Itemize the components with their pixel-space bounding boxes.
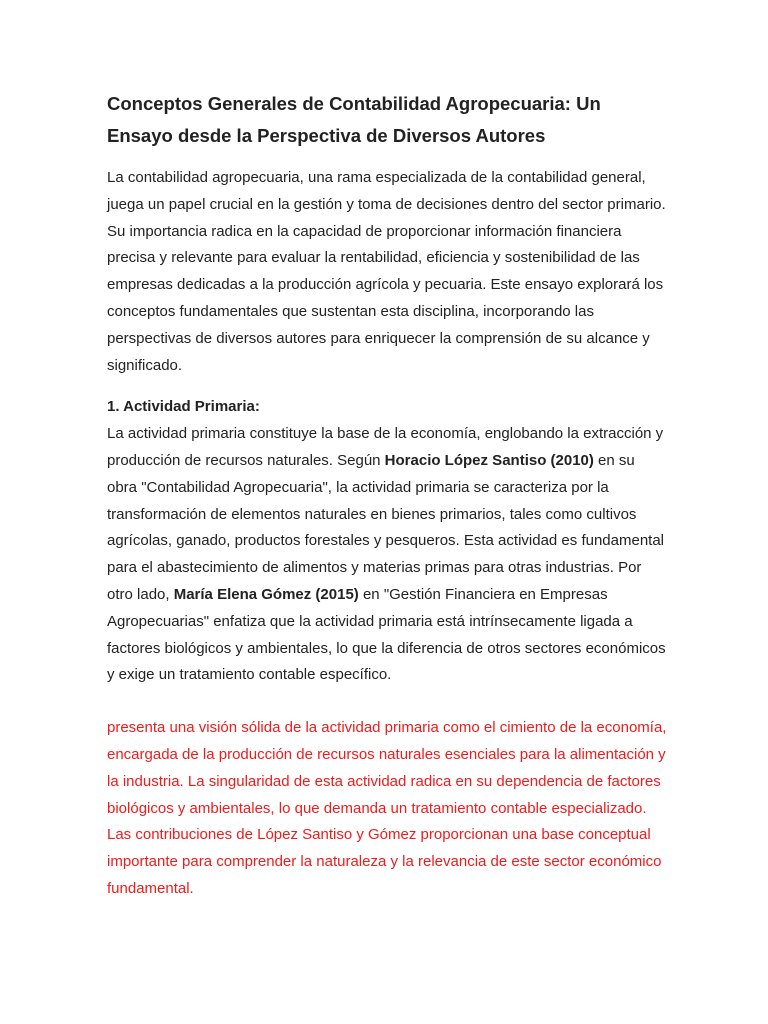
author-lopez-santiso: Horacio López Santiso (2010) <box>384 451 594 469</box>
author-maria-elena-gomez: María Elena Gómez (2015) <box>173 585 359 603</box>
section-1-text-3: en "Gestión Financiera en Empresas Agropecuarias" enfatiza que la actividad primaria está intrínsecamente ligada a factores biológicos y ambientales, lo que la diferencia de otros sectores económicos y exige un tratamiento contable específico. <box>107 585 666 684</box>
section-1-text-2: en su obra "Contabilidad Agropecuaria", la actividad primaria se caracteriza por la transformación de elementos naturales en bienes primarios, tales como cultivos agrícolas, ganado, productos forestales y pesqueros. Esta actividad es fundamental para el abastecimiento de alimentos y materias primas para otras industrias. Por otro lado, <box>107 451 664 603</box>
section-1-text-1: La actividad primaria constituye la base de la economía, englobando la extracción y producción de recursos naturales. Según <box>107 425 664 469</box>
intro-paragraph: La contabilidad agropecuaria, una rama especializada de la contabilidad general, juega un papel crucial en la gestión y toma de decisiones dentro del sector primario. Su importancia radica en la capacidad de proporcionar información financiera precisa y relevante para evaluar la rentabilidad, eficiencia y sostenibilidad de las empresas dedicadas a la producción agrícola y pecuaria. Este ensayo explorará los conceptos fundamentales que sustentan esta disciplina, incorporando las perspectivas de diversos autores para enriquecer la comprensión de su alcance y significado. <box>107 169 666 374</box>
section-heading-actividad-primaria: 1. Actividad Primaria: <box>107 398 260 416</box>
document-title: Conceptos Generales de Contabilidad Agropecuaria: Un Ensayo desde la Perspectiva de Diversos Autores <box>107 93 601 146</box>
red-summary-paragraph: presenta una visión sólida de la actividad primaria como el cimiento de la economía, encargada de la producción de recursos naturales esenciales para la alimentación y la industria. La singularidad de esta actividad radica en su dependencia de factores biológicos y ambientales, lo que demanda un tratamiento contable especializado. Las contribuciones de López Santiso y Gómez proporcionan una base conceptual importante para comprender la naturaleza y la relevancia de este sector económico fundamental. <box>107 719 667 897</box>
section-1-paragraph <box>107 421 668 689</box>
